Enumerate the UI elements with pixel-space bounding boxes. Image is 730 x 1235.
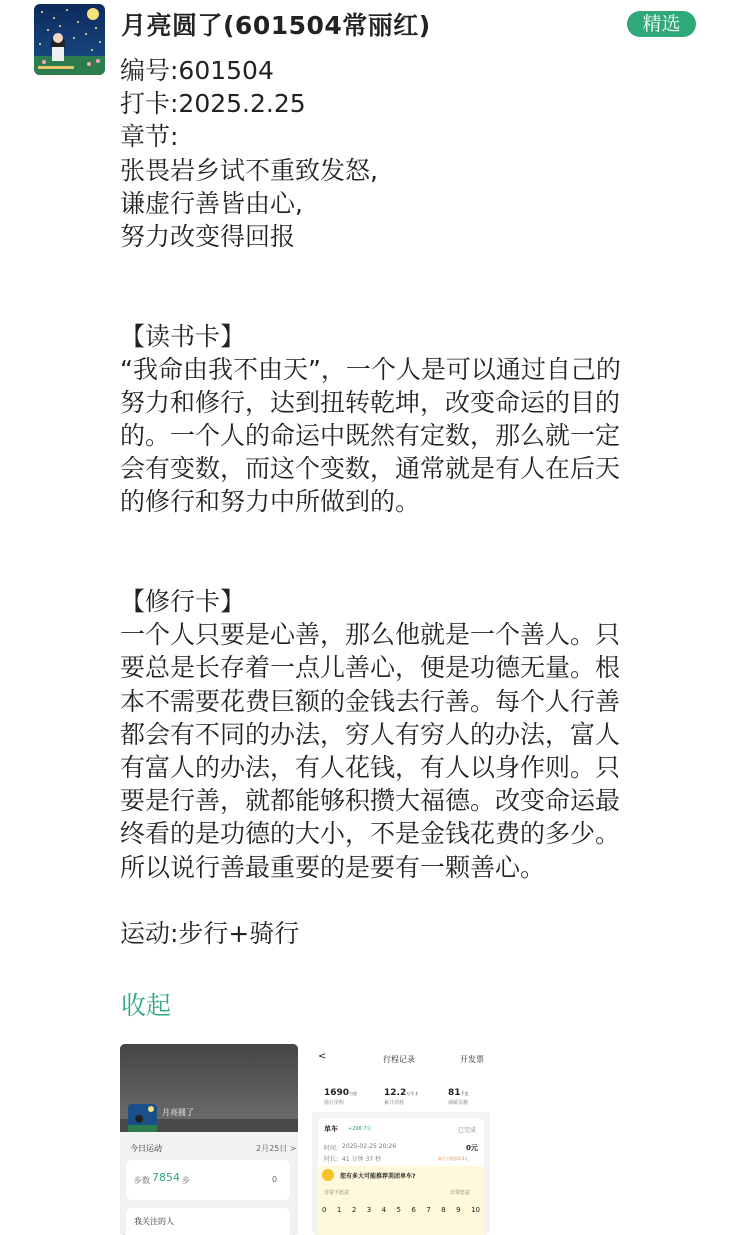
trip-status: 已完成 [458, 1127, 477, 1134]
bike-tag: +298.7克 [348, 1126, 372, 1132]
card-note: 骑行卡抵扣3.5元 [438, 1156, 469, 1161]
survey-low: 非常不愿意 [324, 1190, 350, 1196]
text-line: 都会有不同的办法，穷人有穷人的办法，富人 [120, 719, 621, 749]
stat-calories: 12.2万千卡 累计消耗 [384, 1088, 419, 1106]
text-line: 编号:601504 [120, 56, 274, 85]
stat-carbon: 81千克 减碳贡献 [448, 1088, 469, 1106]
avatar-image [34, 4, 105, 75]
author-name[interactable]: 月亮圆了(601504常丽红) [121, 11, 431, 40]
post-content [120, 54, 695, 950]
text-line: 会有变数，而这个变数，通常就是有人在后天 [120, 454, 621, 484]
scale-option[interactable]: 2 [351, 1206, 357, 1214]
survey-question: 您有多大可能推荐美团单车? [340, 1173, 416, 1180]
text-line: 所以说行善最重要的是要有一颗善心。 [120, 852, 546, 882]
steps-value: 7854 [152, 1171, 180, 1184]
scale-option[interactable]: 6 [411, 1206, 416, 1214]
smiley-icon [322, 1169, 334, 1181]
text-line: 张畏岩乡试不重致发怒, [120, 155, 378, 185]
collapse-link[interactable]: 收起 [121, 991, 172, 1020]
date-label: 2月25日 > [256, 1144, 297, 1153]
text-line: 要总是长存着一点儿善心，便是功德无量。根 [120, 653, 621, 683]
text-line: 打卡:2025.2.25 [120, 89, 306, 119]
zero-value: 0 [272, 1175, 278, 1184]
scale-option[interactable]: 1 [336, 1206, 342, 1214]
text-line: “我命由我不由天”，一个人是可以通过自己的 [120, 354, 621, 384]
scale-option[interactable]: 3 [366, 1206, 372, 1214]
duration-label: 时长: [324, 1156, 339, 1163]
text-line: 【读书卡】 [120, 321, 246, 351]
scale-option[interactable]: 10 [471, 1206, 480, 1214]
text-line: 运动:步行+骑行 [120, 918, 300, 948]
time-label: 时间: [324, 1145, 339, 1152]
featured-badge: 精选 [627, 11, 696, 37]
text-line [120, 552, 695, 585]
stat-distance: 1690公里 骑行里程 [324, 1088, 358, 1106]
scale-option[interactable]: 8 [441, 1206, 446, 1214]
text-line [120, 286, 695, 319]
invoice-link: 开发票 [460, 1055, 484, 1064]
today-sport-label: 今日运动 [130, 1144, 162, 1153]
text-line: 要是行善，就都能够积攒大福德。改变命运最 [120, 786, 621, 816]
bike-label: 单车 [324, 1125, 338, 1133]
trip-time: 2025-02-25 20:26 [342, 1143, 397, 1150]
text-line: 有富人的办法，有人花钱，有人以身作则。只 [120, 752, 621, 782]
text-line [120, 253, 695, 286]
back-icon: < [318, 1051, 327, 1062]
text-line: 谦虚行善皆由心, [120, 188, 303, 218]
text-line: 本不需要花费巨额的金钱去行善。每个人行善 [120, 686, 621, 716]
text-line: 努力和修行，达到扭转乾坤，改变命运的目的 [120, 387, 621, 417]
thumbnail-activity[interactable] [120, 1044, 298, 1235]
thumb-avatar [128, 1104, 157, 1133]
avatar[interactable] [34, 4, 105, 75]
trip-price: 0元 [466, 1144, 478, 1152]
text-line: 一个人只要是心善，那么他就是一个善人。只 [120, 620, 621, 650]
scale-option[interactable]: 7 [426, 1206, 431, 1214]
steps-card [126, 1160, 290, 1200]
steps-label: 步数 [134, 1176, 150, 1185]
trip-title: 行程记录 [383, 1055, 415, 1064]
scale-option[interactable]: 5 [396, 1206, 401, 1214]
text-line: 终看的是功德的大小，不是金钱花费的多少。 [120, 819, 621, 849]
scale-option[interactable]: 0 [322, 1206, 327, 1214]
steps-unit: 步 [182, 1176, 190, 1185]
text-line: 努力改变得回报 [120, 221, 296, 251]
scale-option[interactable]: 9 [456, 1206, 461, 1214]
trip-duration: 41 分钟 37 秒 [342, 1156, 381, 1163]
text-line: 【修行卡】 [120, 587, 246, 616]
survey-high: 非常愿意 [450, 1190, 471, 1196]
text-line: 章节: [120, 122, 179, 152]
text-line [120, 884, 695, 917]
survey-scale[interactable] [322, 1206, 480, 1214]
text-line: 的修行和努力中所做到的。 [120, 487, 421, 517]
following-card [126, 1208, 290, 1235]
following-label: 我关注的人 [134, 1217, 174, 1226]
thumb-user-name: 月亮圆了 [162, 1108, 194, 1117]
text-line: 的。一个人的命运中既然有定数，那么就一定 [120, 421, 621, 451]
text-line [120, 519, 695, 552]
survey-box [318, 1166, 484, 1235]
trip-card [318, 1118, 484, 1235]
thumbnail-trip-record[interactable] [312, 1044, 490, 1235]
scale-option[interactable]: 4 [381, 1206, 387, 1214]
